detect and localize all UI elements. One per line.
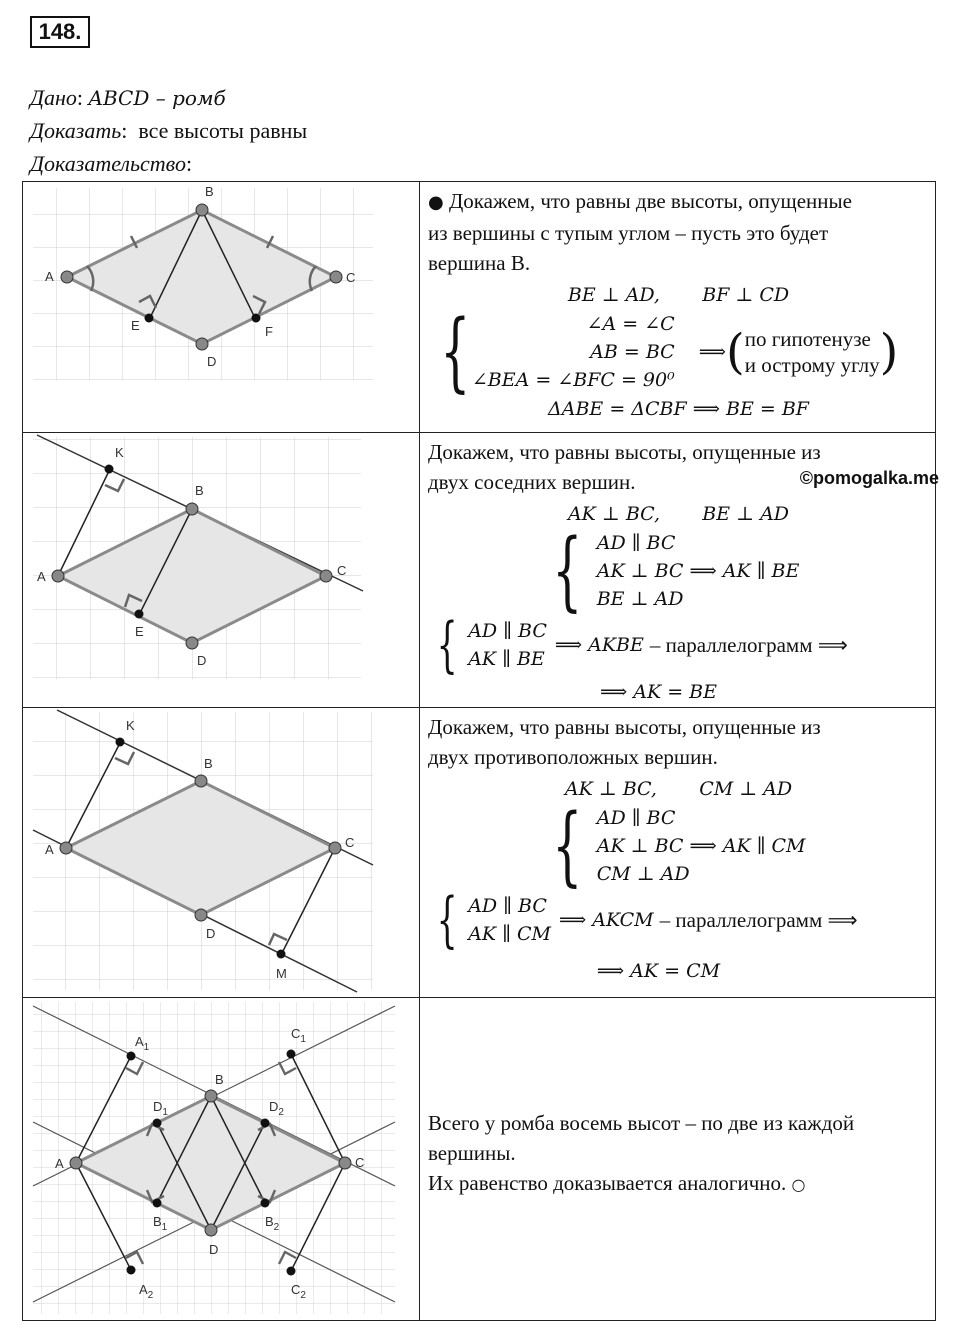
figure-2 bbox=[23, 433, 419, 701]
row3-system-block: { AD ∥ BC AK ⊥ BC ⟹ AK ∥ CM CM ⊥ AD bbox=[552, 796, 806, 896]
end-mark: ○ bbox=[791, 1175, 806, 1194]
label-a: A bbox=[55, 1156, 64, 1171]
label-a1: $A_1$ bbox=[135, 1034, 150, 1053]
row1-conclusion: ΔABE = ΔCBF ⟹ BE = BF bbox=[548, 398, 809, 420]
row1-line-2: из вершины с тупым углом – пусть это будет bbox=[428, 221, 829, 245]
row3-system2-block: { AD ∥ BC AK ∥ CM ⟹ AKCM – параллелограмм ⟹ bbox=[436, 885, 858, 955]
label-b2: $B_2$ bbox=[265, 1214, 280, 1233]
point-a1 bbox=[127, 1052, 136, 1061]
row3-perp: AK ⊥ BC, CM ⊥ AD bbox=[564, 778, 793, 800]
label-b: B bbox=[205, 184, 214, 199]
point-d bbox=[195, 909, 207, 921]
point-d1 bbox=[153, 1119, 162, 1128]
row2-result: ⟹ AKBE bbox=[554, 634, 644, 656]
row3-sys2-2: AK ∥ CM bbox=[468, 923, 551, 945]
point-e bbox=[135, 610, 144, 619]
label-c: C bbox=[337, 563, 347, 578]
label-a: A bbox=[45, 842, 54, 857]
row2-line-2: двух соседних вершин. bbox=[428, 470, 636, 494]
label-c2: $C_2$ bbox=[291, 1282, 306, 1301]
given-line: Дано: ABCD – ромб bbox=[30, 85, 226, 110]
point-c bbox=[330, 271, 342, 283]
label-d2: $D_2$ bbox=[269, 1099, 284, 1118]
row3-result-word: – параллелограмм ⟹ bbox=[659, 908, 858, 932]
point-c2 bbox=[287, 1267, 296, 1276]
prove-label: Доказать bbox=[30, 118, 122, 143]
given-text: ABCD – ромб bbox=[88, 86, 226, 110]
label-b: B bbox=[215, 1072, 224, 1087]
point-b bbox=[205, 1090, 217, 1102]
point-b bbox=[196, 204, 208, 216]
row2-sys-3: BE ⊥ AD bbox=[596, 588, 684, 610]
label-d: D bbox=[206, 926, 216, 941]
given-label: Дано bbox=[30, 85, 77, 110]
row3-sys-3: CM ⊥ AD bbox=[596, 863, 690, 885]
label-a: A bbox=[45, 269, 54, 284]
point-d2 bbox=[261, 1119, 270, 1128]
proof-table bbox=[22, 181, 939, 1321]
label-b: B bbox=[204, 756, 213, 771]
point-a bbox=[52, 570, 64, 582]
row2-conclusion: ⟹ AK = BE bbox=[599, 681, 718, 703]
point-a2 bbox=[127, 1266, 136, 1275]
point-a bbox=[60, 842, 72, 854]
figure-4-cell bbox=[23, 998, 420, 1321]
row2-system bbox=[597, 529, 800, 613]
point-c bbox=[339, 1157, 351, 1169]
row3-sys-1: AD ∥ BC bbox=[596, 807, 676, 829]
label-e: E bbox=[131, 318, 140, 333]
point-m bbox=[277, 950, 286, 959]
row1-reason: по гипотенузе и острому углу bbox=[744, 327, 880, 377]
label-m: M bbox=[276, 966, 287, 981]
point-d bbox=[205, 1224, 217, 1236]
label-d: D bbox=[207, 354, 217, 369]
row2-sys2-2: AK ∥ BE bbox=[468, 648, 545, 670]
point-c1 bbox=[287, 1050, 296, 1059]
row3-sys-2: AK ⊥ BC ⟹ AK ∥ CM bbox=[596, 835, 806, 857]
text-2-cell bbox=[420, 433, 939, 708]
row1-perp: BE ⊥ AD, BF ⊥ CD bbox=[567, 284, 790, 306]
proof-row-1 bbox=[23, 182, 936, 433]
row3-line-2: двух противоположных вершин. bbox=[428, 745, 718, 769]
row4-line-2: вершины. bbox=[428, 1141, 516, 1165]
row3-sys2-1: AD ∥ BC bbox=[468, 895, 547, 917]
point-d bbox=[186, 637, 198, 649]
row1-sys-1: ∠A = ∠C bbox=[586, 313, 675, 335]
figure-1-cell bbox=[23, 182, 420, 433]
label-d: D bbox=[209, 1242, 219, 1257]
point-c bbox=[329, 842, 341, 854]
row3-system2 bbox=[468, 892, 551, 948]
row2-system-block: { AD ∥ BC AK ⊥ BC ⟹ AK ∥ BE BE ⊥ AD bbox=[552, 521, 800, 621]
row1-line-1: ● Докажем, что равны две высоты, опущенные bbox=[428, 189, 852, 213]
label-a2: $A_2$ bbox=[139, 1282, 154, 1301]
row2-system2-block: { AD ∥ BC AK ∥ BE ⟹ AKBE – параллелограмм ⟹ bbox=[436, 610, 848, 680]
figure-4 bbox=[23, 998, 419, 1319]
label-k: K bbox=[126, 718, 135, 733]
row4-line-3: Их равенство доказывается аналогично. ○ bbox=[428, 1171, 806, 1195]
figure-1 bbox=[23, 182, 419, 431]
point-b bbox=[195, 775, 207, 787]
row3-system bbox=[597, 804, 806, 888]
figure-2-cell bbox=[23, 433, 420, 708]
label-d: D bbox=[197, 653, 207, 668]
text-3-cell bbox=[420, 708, 936, 998]
label-c: C bbox=[345, 835, 355, 850]
row1-sys-2: AB = BC bbox=[590, 341, 675, 363]
row2-result-word: – параллелограмм ⟹ bbox=[649, 633, 848, 657]
point-f bbox=[252, 314, 261, 323]
row2-sys2-1: AD ∥ BC bbox=[468, 620, 547, 642]
label-d1: $D_1$ bbox=[153, 1099, 168, 1118]
point-b2 bbox=[261, 1199, 270, 1208]
proof-line: Доказательство: bbox=[30, 151, 193, 176]
text-1-cell bbox=[420, 182, 936, 433]
point-b bbox=[186, 503, 198, 515]
point-k bbox=[116, 738, 125, 747]
label-a: A bbox=[37, 569, 46, 584]
row3-line-1: Докажем, что равны высоты, опущенные из bbox=[428, 715, 821, 739]
row2-perp: AK ⊥ BC, BE ⊥ AD bbox=[567, 503, 790, 525]
watermark: ©pomogalka.me bbox=[799, 468, 939, 488]
row2-line-1: Докажем, что равны высоты, опущенные из bbox=[428, 440, 821, 464]
row2-system2 bbox=[468, 617, 547, 673]
label-k: K bbox=[115, 445, 124, 460]
prove-line: Доказать: все высоты равны bbox=[30, 118, 308, 143]
row3-result: ⟹ AKCM bbox=[558, 909, 654, 931]
label-c: C bbox=[355, 1155, 365, 1170]
label-b1: $B_1$ bbox=[153, 1214, 168, 1233]
point-k bbox=[105, 465, 114, 474]
figure-3-cell bbox=[23, 708, 420, 998]
row1-system-block: { ∠A = ∠C AB = BC ∠BEA = ∠BFC = 90⁰ ⟹ ( по гипотенузе и острому углу ) bbox=[440, 302, 899, 402]
point-b1 bbox=[153, 1199, 162, 1208]
figure-3 bbox=[23, 708, 419, 996]
row3-conclusion: ⟹ AK = CM bbox=[596, 960, 721, 982]
point-e bbox=[145, 314, 154, 323]
label-e: E bbox=[135, 624, 144, 639]
point-c bbox=[320, 570, 332, 582]
row1-line-3: вершина B. bbox=[428, 251, 531, 275]
proof-label: Доказательство bbox=[30, 151, 186, 176]
row1-system bbox=[471, 310, 675, 394]
prove-text: все высоты равны bbox=[138, 118, 308, 143]
proof-row-3 bbox=[23, 708, 936, 998]
point-a bbox=[61, 271, 73, 283]
problem-number: 148. bbox=[30, 16, 90, 48]
row4-line-1: Всего у ромба восемь высот – по две из каждой bbox=[428, 1111, 855, 1135]
row1-sys-3: ∠BEA = ∠BFC = 90⁰ bbox=[471, 369, 675, 391]
text-4-cell bbox=[420, 998, 936, 1321]
label-c1: $C_1$ bbox=[291, 1026, 306, 1045]
proof-row-4 bbox=[23, 998, 936, 1321]
proof-row-2 bbox=[23, 433, 936, 708]
row2-sys-2: AK ⊥ BC ⟹ AK ∥ BE bbox=[596, 560, 800, 582]
point-a bbox=[70, 1157, 82, 1169]
row2-sys-1: AD ∥ BC bbox=[596, 532, 676, 554]
point-d bbox=[196, 338, 208, 350]
label-b: B bbox=[195, 483, 204, 498]
label-c: C bbox=[346, 270, 356, 285]
label-f: F bbox=[265, 324, 273, 339]
